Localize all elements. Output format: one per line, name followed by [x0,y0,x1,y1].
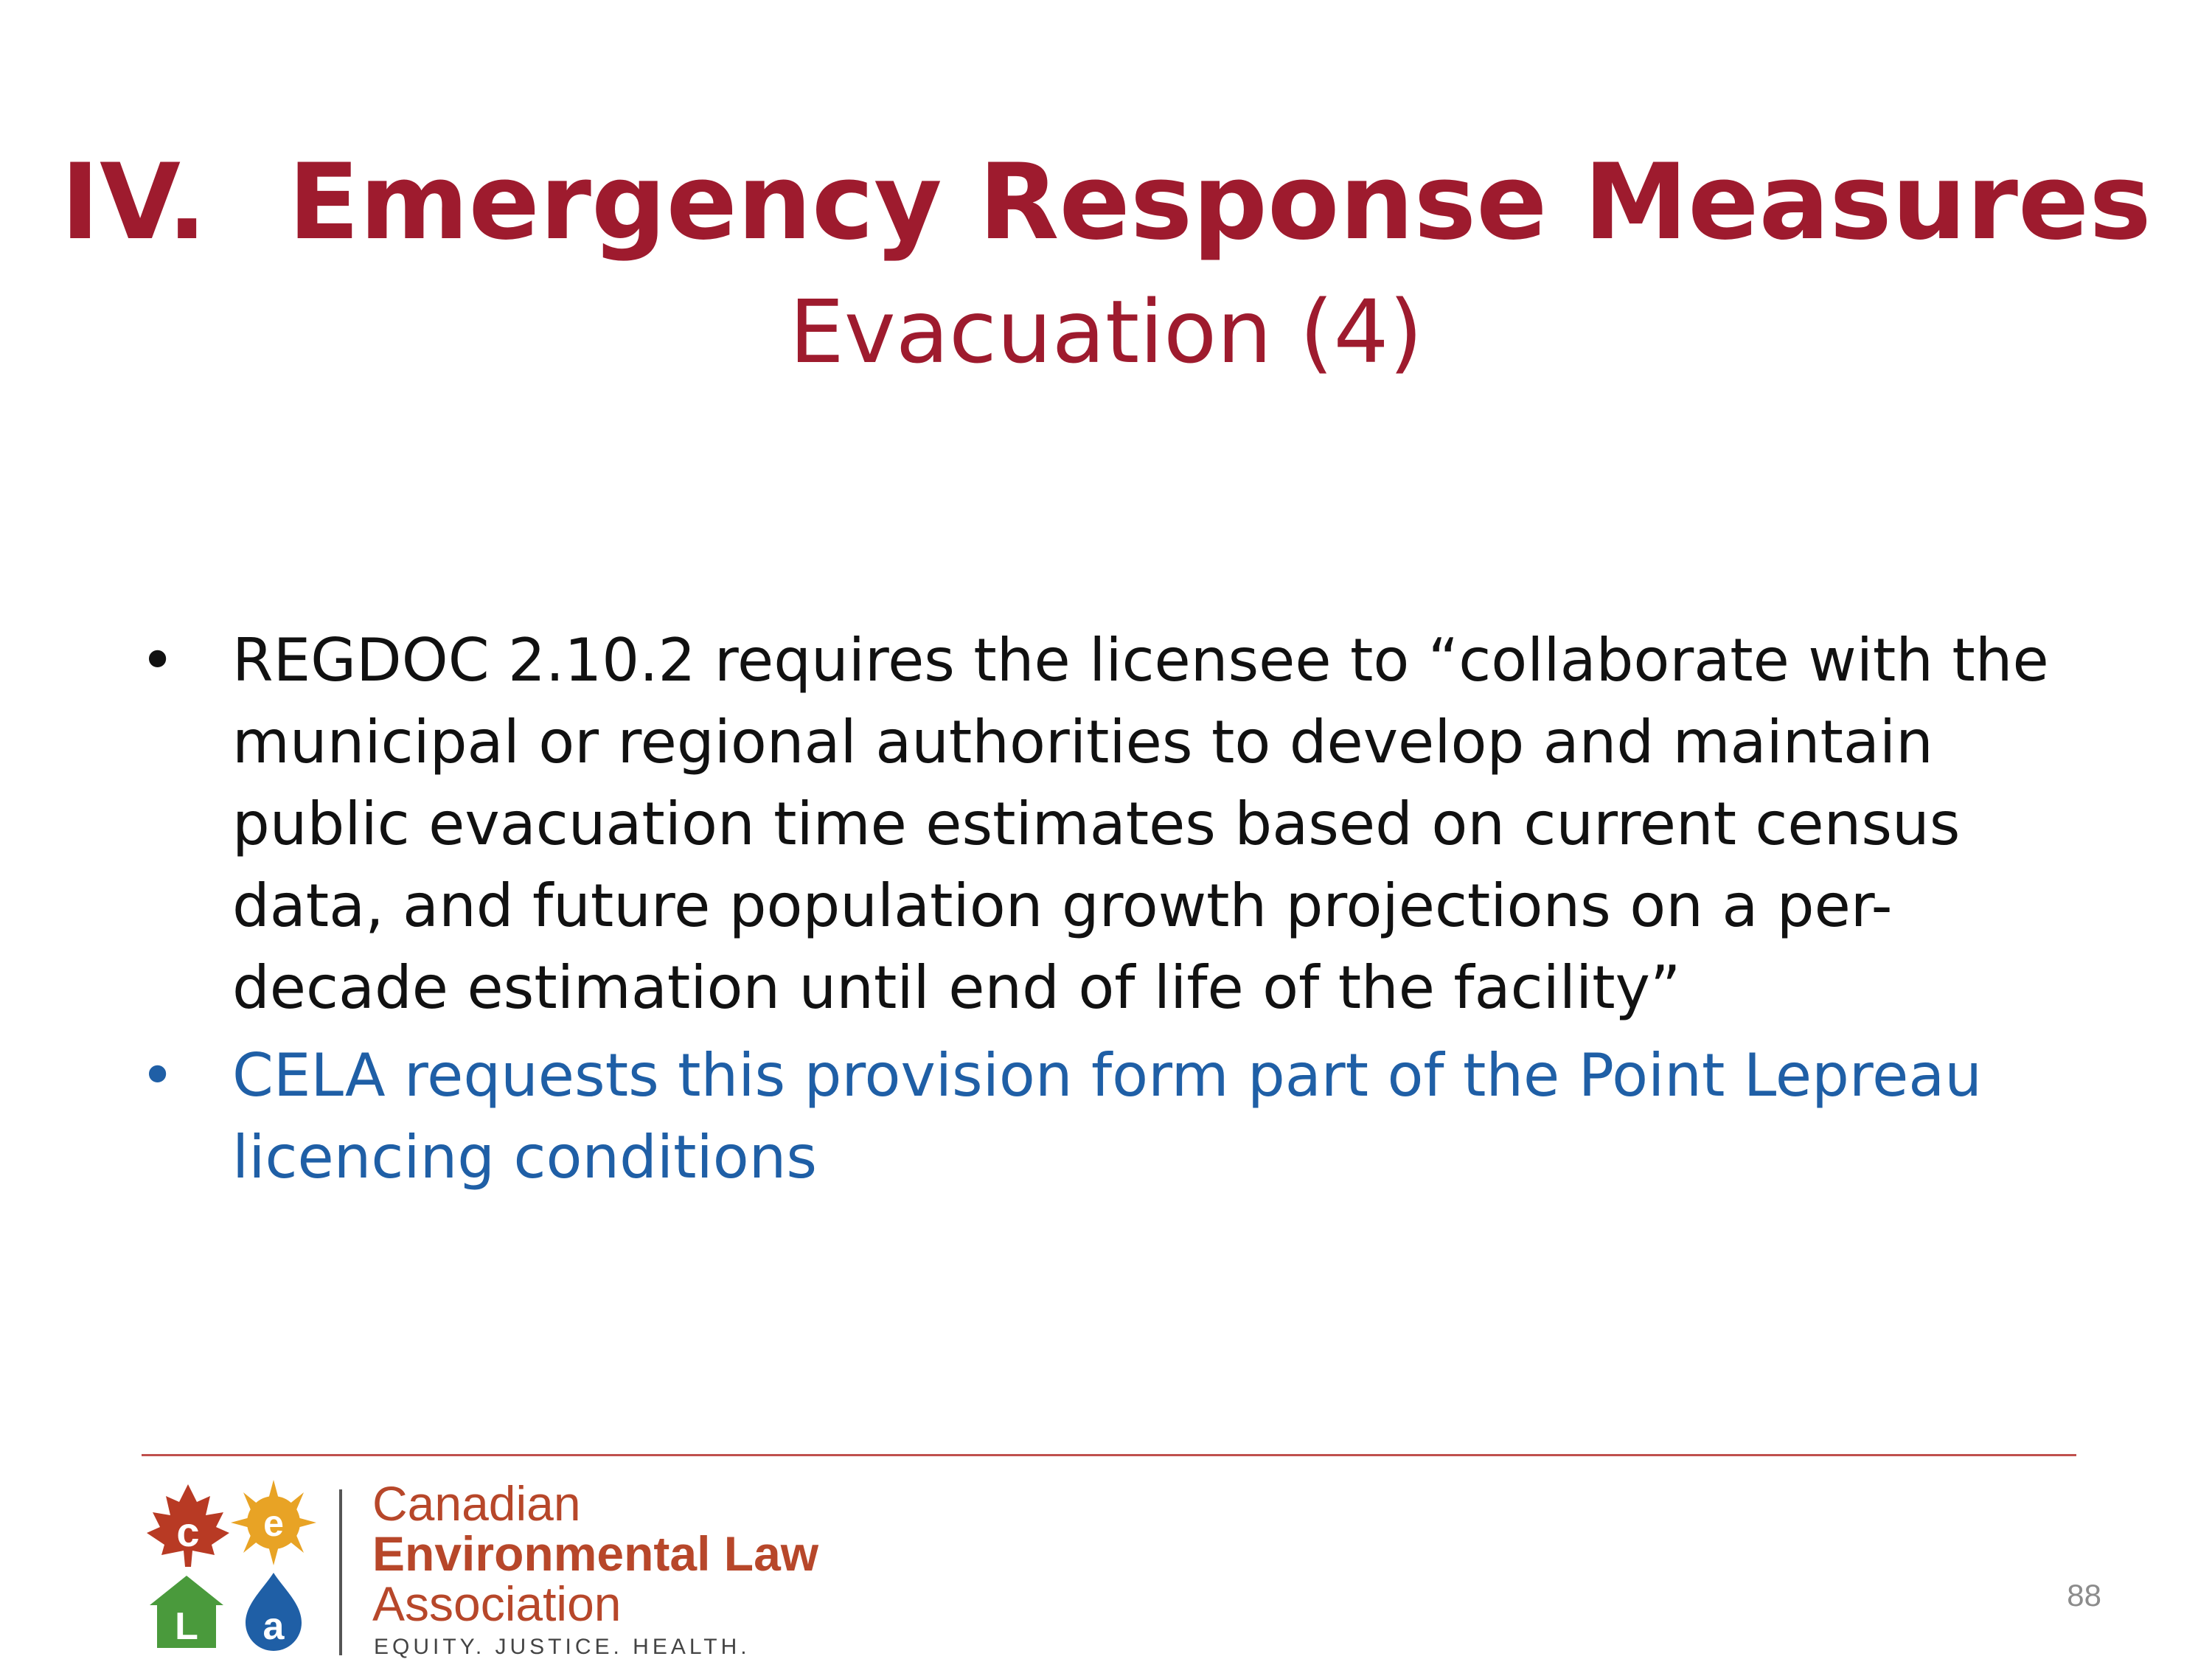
logo-organization-name [372,1478,818,1629]
logo-divider [339,1489,342,1655]
footer-divider [142,1454,2076,1456]
bullet-list [140,619,2087,1204]
svg-text:e: e [263,1503,284,1544]
logo-icons [144,1478,321,1659]
slide-title [0,140,2212,265]
bullet-text: CELA requests this provision form part of the Point Lepreau licencing conditions [232,1041,1983,1192]
svg-text:a: a [262,1605,285,1648]
svg-text:L: L [175,1605,198,1648]
title-text: Emergency Response Measures [288,142,2152,263]
logo-name-line3: Association [372,1576,622,1631]
logo-tagline: EQUITY. JUSTICE. HEALTH. [374,1635,751,1659]
logo-name-line1: Canadian [372,1476,581,1531]
sun-icon [231,1480,316,1565]
logo-name-line2: Environmental Law [372,1526,819,1581]
bullet-marker: • [140,626,175,695]
page-number: 88 [2067,1578,2101,1613]
house-icon [150,1576,223,1648]
bullet-marker: • [140,1041,175,1110]
bullet-item-cela-request [140,1034,2087,1198]
slide-subtitle: Evacuation (4) [789,281,1423,383]
bullet-text: REGDOC 2.10.2 requires the licensee to “collaborate with the municipal or regional authorities to develop and maintain public evacuation time estimates based on current census data, and future population growth projections on a per-decade estimation until end of life of the facility” [232,626,2049,1022]
bullet-item-regdoc [140,619,2087,1029]
svg-text:c: c [176,1509,200,1555]
cela-logo [144,1478,830,1659]
water-drop-icon [246,1573,302,1651]
section-number: IV. [60,142,207,263]
maple-leaf-icon [147,1484,229,1567]
